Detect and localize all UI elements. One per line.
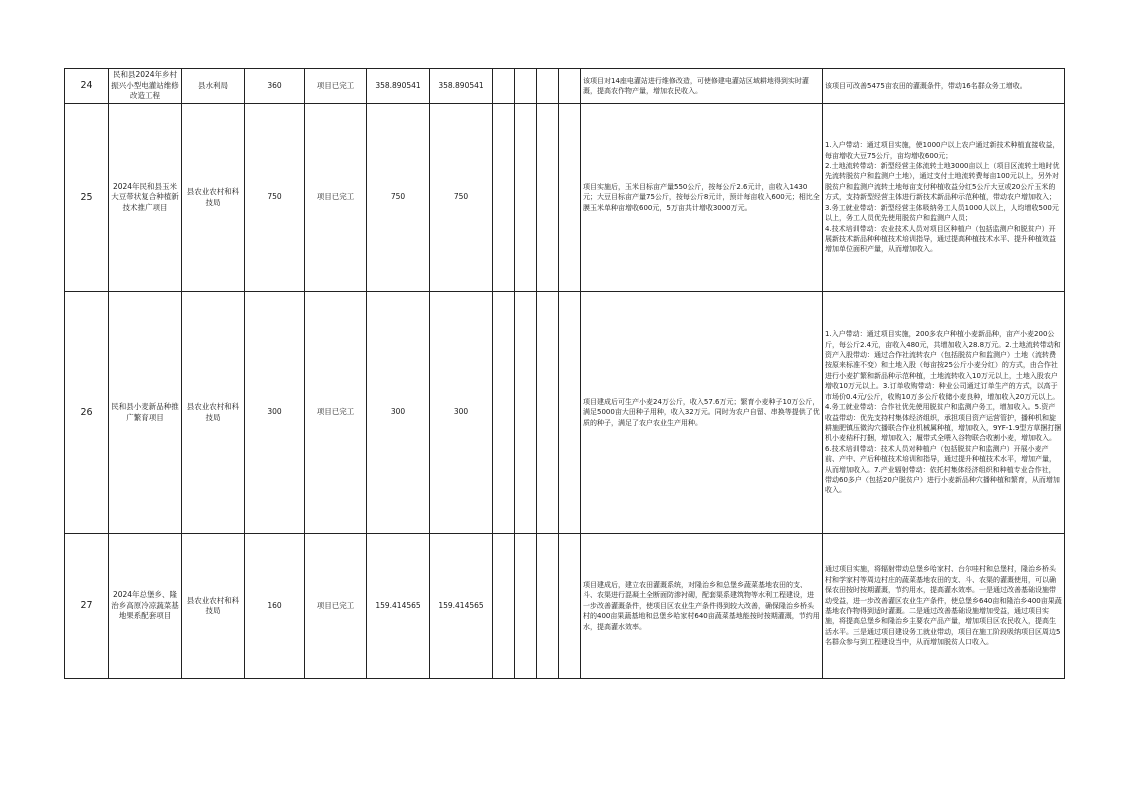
department: 县水利局 xyxy=(182,69,245,104)
benefit-description: 项目建成后，建立农田灌溉系统，对隆治乡和总堡乡蔬菜基地农田的支、斗、农渠进行混凝土全断面防渗衬砌，配套渠系建筑物等水利工程建设，进一步改善灌溉条件，使项目区农业生产条件得到较大改善，确保隆治乡桥头村的400亩果蔬基地和总堡乡哈家村640亩蔬菜基地能按时按期灌溉，节约用水，提高灌水效率。 xyxy=(581,534,823,679)
project-table xyxy=(64,68,1065,679)
project-status: 项目已完工 xyxy=(305,69,367,104)
empty-cell xyxy=(493,104,515,292)
department: 县农业农村和科技局 xyxy=(182,534,245,679)
project-status: 项目已完工 xyxy=(305,104,367,292)
output-indicator xyxy=(559,104,581,292)
project-status: 项目已完工 xyxy=(305,534,367,679)
project-status: 项目已完工 xyxy=(305,292,367,534)
empty-cell xyxy=(493,292,515,534)
planned-investment: 160 xyxy=(245,534,305,679)
department: 县农业农村和科技局 xyxy=(182,104,245,292)
investment-amount: 358.890541 xyxy=(367,69,430,104)
empty-cell xyxy=(515,104,537,292)
table-row xyxy=(65,104,1065,292)
investment-amount: 750 xyxy=(367,104,430,292)
empty-cell xyxy=(537,534,559,679)
department: 县农业农村和科技局 xyxy=(182,292,245,534)
output-indicator xyxy=(559,292,581,534)
empty-cell xyxy=(515,534,537,679)
investment-amount: 300 xyxy=(367,292,430,534)
empty-cell xyxy=(515,69,537,104)
completed-amount: 750 xyxy=(430,104,493,292)
table-row xyxy=(65,292,1065,534)
investment-amount: 159.414565 xyxy=(367,534,430,679)
output-indicator xyxy=(559,69,581,104)
row-number: 24 xyxy=(65,69,109,104)
empty-cell xyxy=(493,534,515,679)
benefit-description: 项目实施后，玉米目标亩产量550公斤，按每公斤2.6元计，亩收入1430元；大豆目标亩产量75公斤，按每公斤8元计，预计每亩收入600元；相比全膜玉米单种亩增收600元，5万亩共计增收3000万元。 xyxy=(581,104,823,292)
project-name: 2024年民和县玉米大豆带状复合种植新技术推广项目 xyxy=(109,104,182,292)
completed-amount: 358.890541 xyxy=(430,69,493,104)
completed-amount: 300 xyxy=(430,292,493,534)
linkage-mechanism: 1.入户带动：通过项目实施，使1000户以上农户通过新技术种植直接收益，每亩增收大豆75公斤，亩均增收600元； 2.土地流转带动：新型经营主体流转土地3000亩以上（项目区流转土地时优先流转脱贫户和监测户土地），通过支付土地流转费每亩100元以上，另外对脱贫户和监测户流转土地每亩支付种植收益分红5公斤大豆或20公斤玉米的方式，支持新型经营主体进行新技术新品种示范种植，带动农户增加收入； 3.务工就业带动：新型经营主体吸纳务工人员1000人以上，人均增收500元以上，务工人员优先使用脱贫户和监测户人员； 4.技术培训带动：农业技术人员对项目区种植户（包括监测户和脱贫户）开展新技术新品种种植技术培训指导，通过提高种植技术水平、提升种植效益增加单位面积产量，从而增加收入。 xyxy=(823,104,1065,292)
linkage-mechanism: 1.入户带动：通过项目实施，200多农户种植小麦新品种，亩产小麦200公斤，每公斤2.4元，亩收入480元，共增加收入28.8万元。2.土地流转带动和资产入股带动：通过合作社流转农户（包括脱贫户和监测户）土地（流转费按原来标准不变）和土地入股（每亩按25公斤小麦分红）的方式，由合作社进行小麦扩繁和新品种示范种植，土地流转收入10万元以上，土地入股农户增收10万元以上。3.订单收购带动：种业公司通过订单生产的方式，以高于市场价0.4元/公斤，收购10万多公斤收储小麦良种，增加收入20万元以上。4.务工就业带动：合作社优先使用脱贫户和监测户务工，增加收入。5.资产收益带动：优先支持村集体经济组织，承担项目资产运营管护，播种机和旋耕施肥镇压微沟穴播联合作业机械属种植，增加收入，9YF-1.9型方草捆打捆机小麦秸秆打捆，增加收入；履带式全喂入谷物联合收割小麦，增加收入。6.技术培训带动：技术人员对种植户（包括脱贫户和监测户）开展小麦产前、产中、产后种植技术培训和指导，通过提升种植技术水平，增加产量，从而增加收入。7.产业辐射带动：依托村集体经济组织和种植专业合作社，带动60多户（包括20户脱贫户）进行小麦新品种穴播种植和繁育，从而增加收入。 xyxy=(823,292,1065,534)
row-number: 26 xyxy=(65,292,109,534)
empty-cell xyxy=(493,69,515,104)
linkage-mechanism: 通过项目实施，将辐射带动总堡乡哈家村、台尔哇村和总堡村，隆治乡桥头村和学家村等周边村庄的蔬菜基地农田的支、斗、农渠的灌溉使用，可以确保农田按时按期灌溉，节约用水，提高灌水效率。一是通过改善基础设施带动受益，进一步改善灌区农业生产条件，使总堡乡640亩和隆治乡400亩果蔬基地农作物得到适时灌溉。二是通过改善基础设施增加受益，通过项目实施，将提高总堡乡和隆治乡主要农产品产量，增加项目区农民收入，提高生活水平。三是通过项目建设务工就业带动，项目在施工阶段吸纳项目区周边5名群众参与到工程建设当中，从而增加脱贫人口收入。 xyxy=(823,534,1065,679)
project-name: 民和县2024年乡村振兴小型电灌站维修改造工程 xyxy=(109,69,182,104)
planned-investment: 300 xyxy=(245,292,305,534)
row-number: 27 xyxy=(65,534,109,679)
planned-investment: 750 xyxy=(245,104,305,292)
empty-cell xyxy=(515,292,537,534)
planned-investment: 360 xyxy=(245,69,305,104)
row-number: 25 xyxy=(65,104,109,292)
table-row xyxy=(65,534,1065,679)
project-name: 民和县小麦新品种推广繁育项目 xyxy=(109,292,182,534)
linkage-mechanism: 该项目可改善5475亩农田的灌溉条件，带动16名群众务工增收。 xyxy=(823,69,1065,104)
table-row xyxy=(65,69,1065,104)
empty-cell xyxy=(537,292,559,534)
benefit-description: 项目建成后可生产小麦24万公斤，收入57.6万元；繁育小麦种子10万公斤，满足5000亩大田种子用种，收入32万元。同时为农户自留、串换等提供了优质的种子，满足了农户农业生产用种。 xyxy=(581,292,823,534)
completed-amount: 159.414565 xyxy=(430,534,493,679)
project-name: 2024年总堡乡、隆治乡高原冷凉蔬菜基地果系配套项目 xyxy=(109,534,182,679)
output-indicator xyxy=(559,534,581,679)
benefit-description: 该项目对14座电灌站进行维修改造，可使修建电灌站区域耕地得到实时灌溉，提高农作物产量，增加农民收入。 xyxy=(581,69,823,104)
empty-cell xyxy=(537,104,559,292)
empty-cell xyxy=(537,69,559,104)
